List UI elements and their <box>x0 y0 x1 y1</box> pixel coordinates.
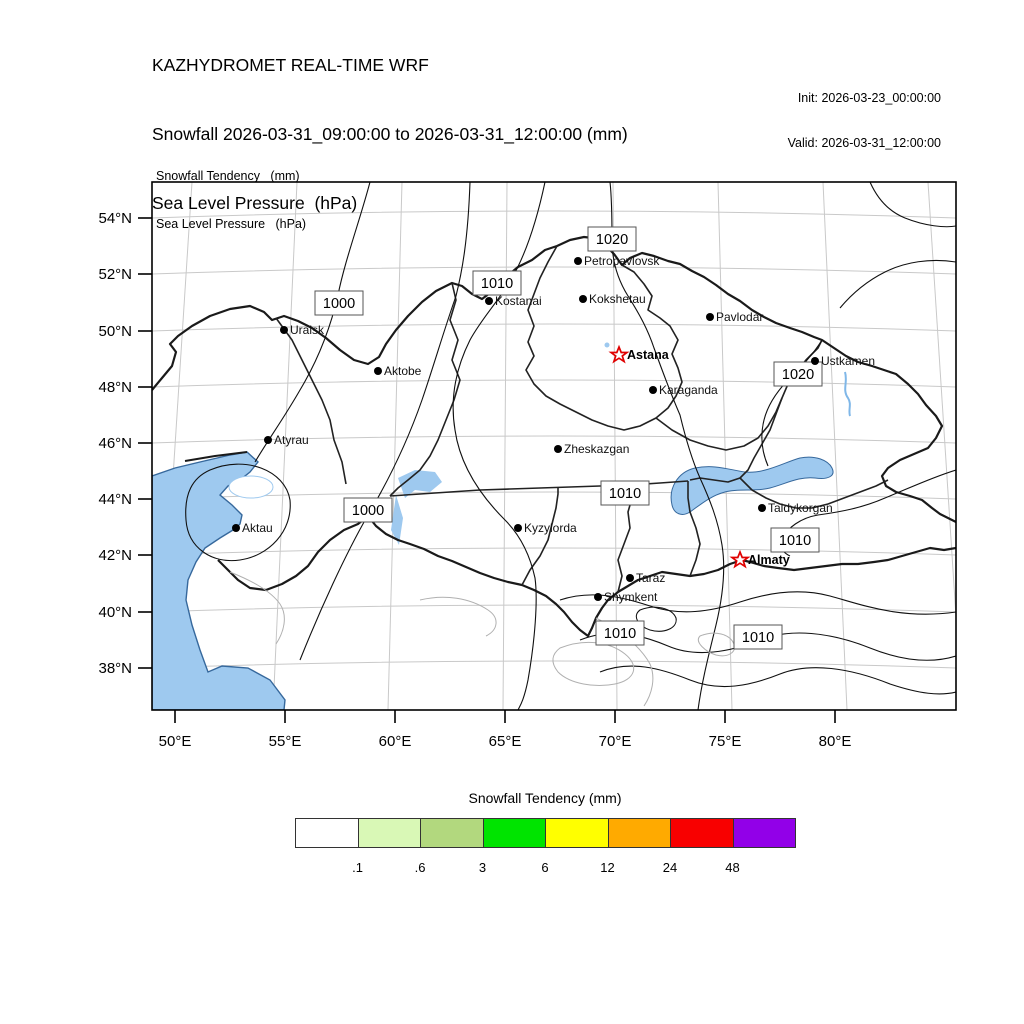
svg-text:1000: 1000 <box>351 503 385 519</box>
contour-label-box <box>473 271 521 295</box>
city-marker-taldykorgan <box>758 501 833 515</box>
svg-text:1000: 1000 <box>322 296 356 312</box>
svg-text:Kostanai: Kostanai <box>495 294 542 308</box>
svg-text:Taraz: Taraz <box>636 571 666 585</box>
lon-axis-labels <box>159 733 852 750</box>
colorbar-cell <box>421 819 484 847</box>
svg-text:1020: 1020 <box>595 232 629 248</box>
capital-marker-astana <box>611 347 670 362</box>
colorbar-cell <box>546 819 609 847</box>
page-subtitle-pressure: Sea Level Pressure (hPa) <box>152 193 358 213</box>
svg-text:1010: 1010 <box>480 276 514 292</box>
lat-label: 44°N <box>98 491 132 508</box>
svg-text:Astana: Astana <box>627 348 669 362</box>
map-variable-legend <box>156 136 306 264</box>
city-marker-atyrau <box>264 433 309 447</box>
city-marker-kokshetau <box>579 292 646 306</box>
page-title: KAZHYDROMET REAL-TIME WRF <box>152 55 429 75</box>
colorbar-cells <box>295 818 796 848</box>
colorbar-threshold: 48 <box>725 860 740 875</box>
legend-snowfall-line: Snowfall Tendency (mm) <box>156 169 300 183</box>
svg-text:Aktobe: Aktobe <box>384 364 422 378</box>
svg-text:1020: 1020 <box>781 367 815 383</box>
city-marker-ustkamen <box>811 354 875 368</box>
lat-label: 52°N <box>98 266 132 283</box>
lat-axis <box>138 218 152 668</box>
lat-axis-labels <box>98 210 132 677</box>
lat-label: 42°N <box>98 547 132 564</box>
colorbar-threshold: 12 <box>600 860 615 875</box>
colorbar-threshold: 3 <box>478 860 487 875</box>
city-marker-zheskazgan <box>554 442 629 456</box>
svg-text:Kyzylorda: Kyzylorda <box>524 521 577 535</box>
lon-label: 55°E <box>268 733 302 750</box>
contour-label-box <box>771 528 819 552</box>
lat-label: 46°N <box>98 435 132 452</box>
lon-label: 50°E <box>158 733 192 750</box>
small-lake <box>605 343 610 348</box>
contour-label-box <box>774 362 822 386</box>
city-marker-shymkent <box>594 590 658 604</box>
svg-text:1010: 1010 <box>608 486 642 502</box>
city-marker-uralsk <box>280 323 325 337</box>
lat-label: 48°N <box>98 379 132 396</box>
lon-label: 80°E <box>818 733 852 750</box>
colorbar-cell <box>359 819 422 847</box>
colorbar-cell <box>671 819 734 847</box>
colorbar-threshold: .6 <box>414 860 426 875</box>
svg-text:Aktau: Aktau <box>242 521 273 535</box>
colorbar-title: Snowfall Tendency (mm) <box>468 790 622 806</box>
legend-pressure-line: Sea Level Pressure (hPa) <box>156 217 307 231</box>
run-times <box>788 61 941 181</box>
colorbar-cell <box>734 819 796 847</box>
star-icon <box>611 347 627 362</box>
city-marker-karaganda <box>649 383 718 397</box>
page-subtitle-snowfall: Snowfall 2026-03-31_09:00:00 to 2026-03-31_12:00:00 (mm) <box>152 124 628 144</box>
buzachi-peninsula <box>229 476 273 498</box>
contour-label-box <box>601 481 649 505</box>
city-marker-kyzylorda <box>514 521 577 535</box>
lat-label: 54°N <box>98 210 132 227</box>
lon-label: 65°E <box>488 733 522 750</box>
lat-label: 50°N <box>98 323 132 340</box>
colorbar-cell <box>609 819 672 847</box>
lon-label: 75°E <box>708 733 742 750</box>
colorbar-threshold: .1 <box>352 860 363 875</box>
lon-axis <box>175 710 835 723</box>
svg-text:Zheskazgan: Zheskazgan <box>564 442 630 456</box>
star-icon <box>732 552 748 567</box>
city-marker-pavlodar <box>706 310 763 324</box>
svg-text:Karaganda: Karaganda <box>659 383 718 397</box>
contour-label-box <box>596 621 644 645</box>
terrain-lines <box>230 572 735 706</box>
colorbar-threshold: 24 <box>662 860 678 875</box>
svg-text:Ustkamen: Ustkamen <box>821 354 876 368</box>
small-lake <box>805 460 811 466</box>
lat-label: 40°N <box>98 604 132 621</box>
lon-label: 60°E <box>378 733 412 750</box>
contour-label-box <box>734 625 782 649</box>
svg-text:Shymkent: Shymkent <box>604 590 658 604</box>
city-marker-aktobe <box>374 364 422 378</box>
svg-text:Taldykorgan: Taldykorgan <box>768 501 833 515</box>
lon-label: 70°E <box>598 733 632 750</box>
svg-text:Kokshetau: Kokshetau <box>589 292 646 306</box>
svg-text:Uralsk: Uralsk <box>290 323 325 337</box>
colorbar-threshold: 6 <box>541 860 549 875</box>
contour-label-box <box>344 498 392 522</box>
svg-text:1010: 1010 <box>603 626 637 642</box>
valid-time: Valid: 2026-03-31_12:00:00 <box>787 136 941 150</box>
svg-text:1010: 1010 <box>741 630 775 646</box>
lat-label: 38°N <box>98 660 132 677</box>
svg-text:Pavlodar: Pavlodar <box>716 310 764 324</box>
svg-text:Atyrau: Atyrau <box>274 433 309 447</box>
svg-text:Petropavlovsk: Petropavlovsk <box>584 254 660 268</box>
init-time: Init: 2026-03-23_00:00:00 <box>797 91 941 105</box>
irtysh-river <box>845 372 850 416</box>
svg-text:Almaty: Almaty <box>748 553 790 567</box>
contour-label-box <box>315 291 363 315</box>
colorbar-cell <box>484 819 547 847</box>
svg-text:1010: 1010 <box>778 533 812 549</box>
colorbar-cell <box>296 819 359 847</box>
capital-marker-almaty <box>732 552 790 567</box>
